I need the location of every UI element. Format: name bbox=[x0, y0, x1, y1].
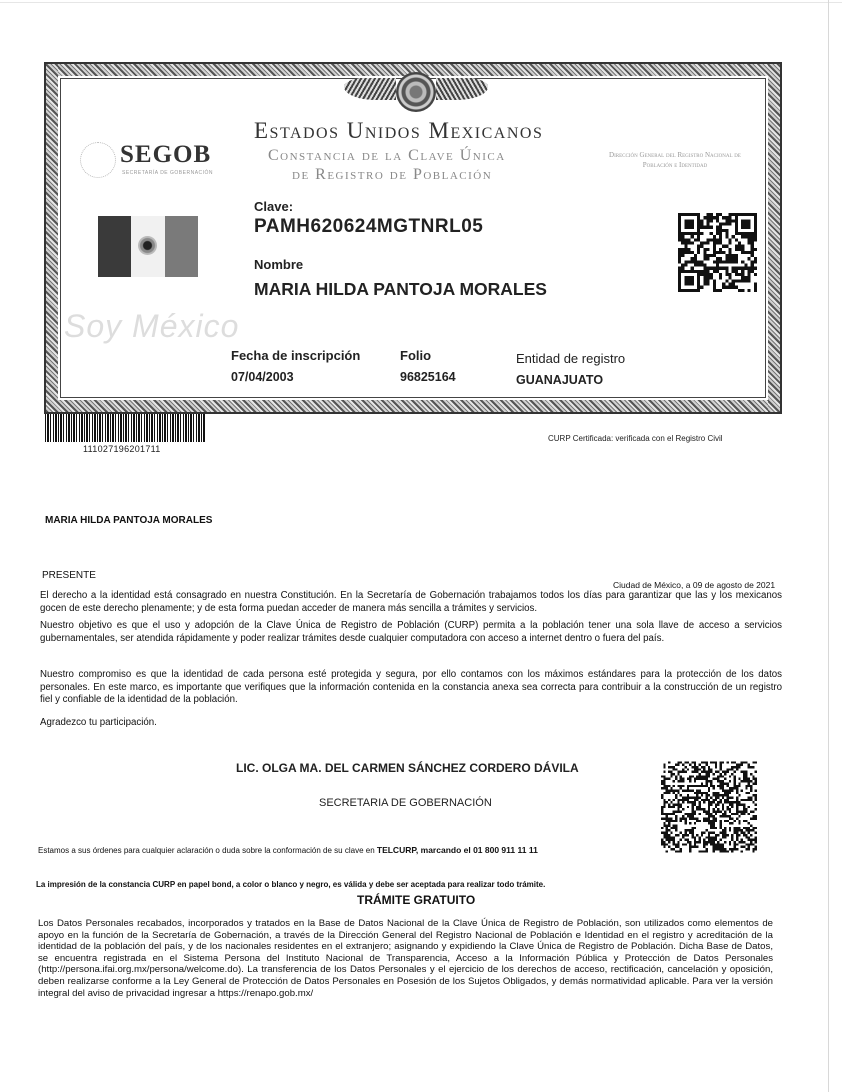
certificate-title: Estados Unidos Mexicanos bbox=[254, 118, 544, 143]
frame-border-left bbox=[46, 64, 58, 412]
frame-border-bottom bbox=[46, 400, 780, 412]
nombre-value: MARIA HILDA PANTOJA MORALES bbox=[254, 279, 547, 299]
fecha-inscripcion-label: Fecha de inscripción bbox=[231, 348, 361, 363]
watermark-soy-mexico: Soy México bbox=[64, 308, 240, 344]
letter-thanks: Agradezco tu participación. bbox=[40, 717, 157, 728]
fecha-inscripcion-value: 07/04/2003 bbox=[231, 370, 294, 384]
entidad-registro-value: GUANAJUATO bbox=[516, 373, 604, 387]
eagle-seal-icon bbox=[396, 72, 436, 112]
frame-border-right bbox=[768, 64, 780, 412]
barcode-icon bbox=[45, 414, 205, 442]
impresion-note: La impresión de la constancia CURP en papel bond, a color o blanco y negro, es válida y debe ser aceptada para realizar todo trámite. bbox=[36, 880, 546, 889]
nombre-label: Nombre bbox=[254, 257, 304, 272]
privacy-notice: Los Datos Personales recabados, incorporados y tratados en la Base de Datos Nacional de la Clave Única de Registro de Población, son utilizados como elementos de apoyo en la función de la Secretaría de Gobernación, a través de la Dirección General del Registro Nacional de Población e Identidad en el registro y acreditación de la identidad de la población del país, y de los nacionales residentes en el extranjero; asignando y expidiendo la Clave Única de Registro de Población. Dicha Base de Datos, se encuentra registrada en el Sistema Persona del Instituto Nacional de Transparencia, Acceso a la Información Pública y Protección de Datos Personales (http://persona.ifai.org.mx/persona/welcome.do). La transferencia de los Datos Personales y el ejercicio de los derechos de acceso, rectificación, cancelación y oposición, deben realizarse conforme a la Ley General de Protección de Datos Personales en Posesión de los Sujetos Obligados, y demás normatividad aplicable. Para ver la versión integral del aviso de privacidad ingresar a https://renapo.gob.mx/ bbox=[38, 918, 773, 999]
certificate-subtitle-2: de Registro de Población bbox=[292, 166, 493, 183]
letter-date: Ciudad de México, a 09 de agosto de 2021 bbox=[613, 580, 776, 590]
mexican-flag-icon bbox=[98, 216, 198, 277]
folio-value: 96825164 bbox=[400, 370, 456, 384]
letter-paragraph-1: El derecho a la identidad está consagrado en nuestra Constitución. En la Secretaría de Gobernación trabajamos todos los días para garantizar que las y los mexicanos gocen de este derecho plenamente; y de esta forma puedan acceder de manera más sencilla a trámites y servicios. bbox=[40, 590, 782, 614]
letter-presente: PRESENTE bbox=[42, 570, 96, 581]
telcurp-phone: TELCURP, marcando el 01 800 911 11 11 bbox=[376, 845, 538, 855]
qr-code-2-icon bbox=[661, 761, 757, 853]
direccion-general-text: Dirección General del Registro Nacional de Población e Identidad bbox=[609, 151, 741, 169]
clave-value: PAMH620624MGTNRL05 bbox=[254, 216, 484, 237]
entidad-registro-label: Entidad de registro bbox=[516, 351, 626, 366]
segob-logo: SEGOB bbox=[120, 141, 212, 168]
contact-note-text: Estamos a sus órdenes para cualquier aclaración o duda sobre la conformación de su clave en bbox=[38, 846, 375, 855]
qr-code-icon bbox=[678, 213, 757, 292]
letter-recipient: MARIA HILDA PANTOJA MORALES bbox=[45, 515, 213, 526]
segob-logo-subtitle: SECRETARÍA DE GOBERNACIÓN bbox=[122, 170, 214, 176]
tramite-gratuito: TRÁMITE GRATUITO bbox=[357, 893, 476, 907]
signer-name: LIC. OLGA MA. DEL CARMEN SÁNCHEZ CORDERO DÁVILA bbox=[236, 761, 579, 775]
barcode-number: 111027196201711 bbox=[83, 444, 161, 454]
letter-paragraph-3: Nuestro compromiso es que la identidad de cada persona esté protegida y segura, por ello contamos con los máximos estándares para la protección de los datos personales. En este marco, es importante que verifiques que la información contenida en la constancia anexa sea correcta para contribuir a la construcción de un registro fiel y confiable de la identidad de la población. bbox=[40, 669, 782, 705]
certificate-subtitle-1: Constancia de la Clave Única bbox=[268, 147, 506, 164]
contact-note bbox=[38, 845, 538, 855]
letter-paragraph-2: Nuestro objetivo es que el uso y adopción de la Clave Única de Registro de Población (CURP) permita a la población tener una sola llave de acceso a servicios gubernamentales, ser atendida rápidamente y poder realizar trámites desde cualquier computadora con acceso a internet dentro o fuera del país. bbox=[40, 620, 782, 644]
folio-label: Folio bbox=[400, 348, 432, 363]
curp-certificada-note: CURP Certificada: verificada con el Registro Civil bbox=[548, 434, 723, 443]
signer-office: SECRETARIA DE GOBERNACIÓN bbox=[319, 797, 492, 809]
scan-edge-right bbox=[828, 0, 829, 1092]
segob-emblem-icon bbox=[80, 142, 116, 178]
scan-edge-top bbox=[0, 2, 842, 3]
clave-label: Clave: bbox=[254, 199, 294, 214]
